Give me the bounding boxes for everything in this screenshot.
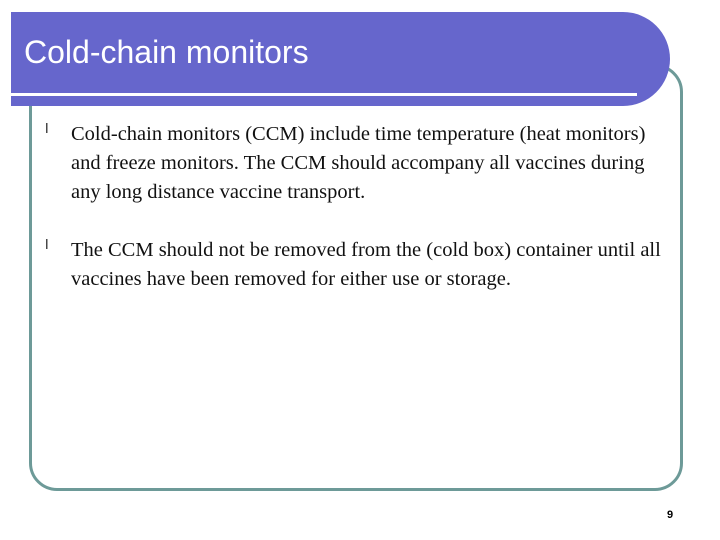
bullet-item — [45, 236, 665, 294]
slide-title: Cold-chain monitors — [24, 34, 309, 70]
title-underline — [11, 93, 637, 96]
bullet-item — [45, 120, 665, 207]
bullet-list — [45, 120, 665, 323]
page-number: 9 — [667, 509, 674, 521]
bullet-marker-icon: l — [45, 122, 49, 137]
bullet-text: Cold-chain monitors (CCM) include time temperature (heat monitors) and freeze monitors. The CCM should accompany all vaccines during any long distance vaccine transport. — [71, 123, 646, 203]
bullet-marker-icon: l — [45, 238, 49, 253]
bullet-text: The CCM should not be removed from the (cold box) container until all vaccines have been removed for either use or storage. — [71, 239, 661, 290]
